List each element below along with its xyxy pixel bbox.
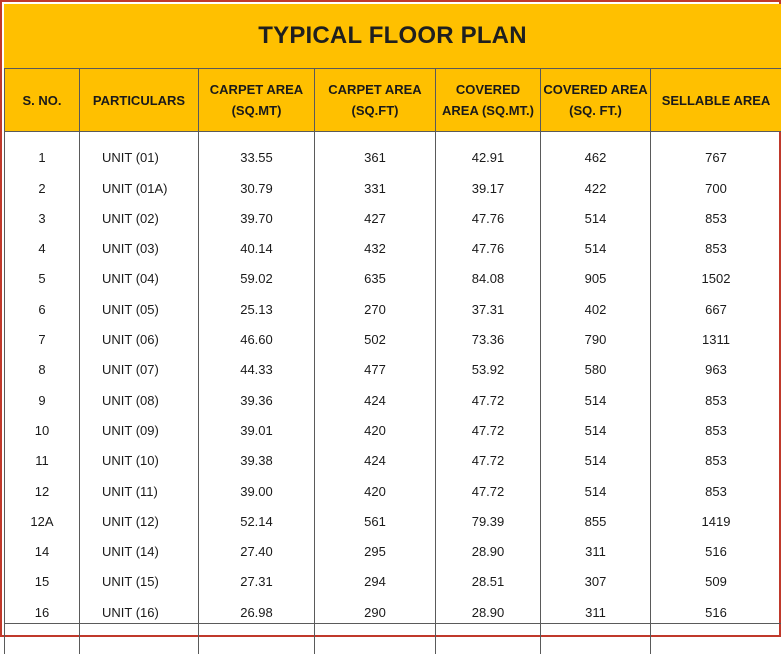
cell-carpet-sqft: 420 bbox=[315, 411, 436, 441]
cell-sellable: 700 bbox=[651, 168, 781, 198]
cell-covered-sqft: 514 bbox=[541, 471, 651, 501]
table-body bbox=[5, 132, 781, 654]
header-covered-area-sqmt: COVERED AREA (SQ.MT.) bbox=[436, 69, 541, 132]
cell-covered-sqft: 307 bbox=[541, 562, 651, 592]
table-row bbox=[5, 229, 781, 259]
cell-covered-sqft: 790 bbox=[541, 320, 651, 350]
cell-sno: 6 bbox=[5, 289, 80, 319]
cell-carpet-sqmt: 59.02 bbox=[199, 259, 315, 289]
cell-sellable: 1311 bbox=[651, 320, 781, 350]
cell-sno: 3 bbox=[5, 199, 80, 229]
cell-particulars: UNIT (10) bbox=[80, 441, 199, 471]
cell-particulars: UNIT (07) bbox=[80, 350, 199, 380]
header-row bbox=[5, 69, 781, 132]
cell-carpet-sqft: 290 bbox=[315, 592, 436, 623]
table-row bbox=[5, 289, 781, 319]
page-title: TYPICAL FLOOR PLAN bbox=[258, 22, 527, 50]
cell-covered-sqft: 855 bbox=[541, 502, 651, 532]
cell-sno: 5 bbox=[5, 259, 80, 289]
cell-carpet-sqft: 294 bbox=[315, 562, 436, 592]
header-covered-area-sqft: COVERED AREA (SQ. FT.) bbox=[541, 69, 651, 132]
cell-sno: 7 bbox=[5, 320, 80, 350]
table-row bbox=[5, 502, 781, 532]
cell-covered-sqft: 514 bbox=[541, 199, 651, 229]
cell-covered-sqft: 580 bbox=[541, 350, 651, 380]
cell-particulars: UNIT (08) bbox=[80, 380, 199, 410]
empty-cell bbox=[651, 623, 781, 654]
cell-sellable: 1419 bbox=[651, 502, 781, 532]
floor-plan-table bbox=[4, 68, 781, 654]
cell-covered-sqft: 514 bbox=[541, 411, 651, 441]
cell-covered-sqmt: 53.92 bbox=[436, 350, 541, 380]
cell-particulars: UNIT (05) bbox=[80, 289, 199, 319]
table-row bbox=[5, 320, 781, 350]
table-row bbox=[5, 350, 781, 380]
table-row bbox=[5, 441, 781, 471]
cell-covered-sqft: 311 bbox=[541, 592, 651, 623]
header-sellable-area: SELLABLE AREA bbox=[651, 69, 781, 132]
cell-covered-sqmt: 47.76 bbox=[436, 229, 541, 259]
table-row bbox=[5, 380, 781, 410]
cell-particulars: UNIT (14) bbox=[80, 532, 199, 562]
header-sno: S. NO. bbox=[5, 69, 80, 132]
cell-carpet-sqft: 424 bbox=[315, 380, 436, 410]
cell-sellable: 853 bbox=[651, 380, 781, 410]
cell-particulars: UNIT (16) bbox=[80, 592, 199, 623]
cell-particulars: UNIT (02) bbox=[80, 199, 199, 229]
cell-sellable: 667 bbox=[651, 289, 781, 319]
cell-carpet-sqmt: 27.31 bbox=[199, 562, 315, 592]
table-row bbox=[5, 168, 781, 198]
cell-sellable: 853 bbox=[651, 441, 781, 471]
cell-carpet-sqmt: 26.98 bbox=[199, 592, 315, 623]
cell-sno: 15 bbox=[5, 562, 80, 592]
cell-particulars: UNIT (15) bbox=[80, 562, 199, 592]
cell-covered-sqmt: 47.76 bbox=[436, 199, 541, 229]
cell-particulars: UNIT (12) bbox=[80, 502, 199, 532]
cell-sellable: 1502 bbox=[651, 259, 781, 289]
table-row bbox=[5, 259, 781, 289]
cell-covered-sqft: 514 bbox=[541, 380, 651, 410]
cell-carpet-sqft: 270 bbox=[315, 289, 436, 319]
cell-carpet-sqmt: 39.36 bbox=[199, 380, 315, 410]
cell-sellable: 853 bbox=[651, 229, 781, 259]
cell-carpet-sqft: 420 bbox=[315, 471, 436, 501]
cell-particulars: UNIT (06) bbox=[80, 320, 199, 350]
cell-sno: 4 bbox=[5, 229, 80, 259]
cell-carpet-sqmt: 52.14 bbox=[199, 502, 315, 532]
cell-covered-sqmt: 73.36 bbox=[436, 320, 541, 350]
cell-sellable: 516 bbox=[651, 592, 781, 623]
table-row bbox=[5, 592, 781, 623]
cell-covered-sqmt: 79.39 bbox=[436, 502, 541, 532]
cell-carpet-sqft: 427 bbox=[315, 199, 436, 229]
cell-carpet-sqft: 432 bbox=[315, 229, 436, 259]
cell-sno: 11 bbox=[5, 441, 80, 471]
cell-covered-sqmt: 84.08 bbox=[436, 259, 541, 289]
title-bar bbox=[4, 4, 781, 69]
cell-carpet-sqmt: 39.38 bbox=[199, 441, 315, 471]
cell-particulars: UNIT (03) bbox=[80, 229, 199, 259]
cell-covered-sqmt: 47.72 bbox=[436, 380, 541, 410]
cell-covered-sqft: 514 bbox=[541, 441, 651, 471]
header-carpet-area-sqmt: CARPET AREA (SQ.MT) bbox=[199, 69, 315, 132]
cell-sellable: 963 bbox=[651, 350, 781, 380]
cell-carpet-sqft: 561 bbox=[315, 502, 436, 532]
table-row bbox=[5, 471, 781, 501]
cell-carpet-sqft: 635 bbox=[315, 259, 436, 289]
table-row bbox=[5, 199, 781, 229]
empty-cell bbox=[199, 623, 315, 654]
cell-particulars: UNIT (09) bbox=[80, 411, 199, 441]
cell-sno: 14 bbox=[5, 532, 80, 562]
cell-carpet-sqmt: 33.55 bbox=[199, 132, 315, 169]
table-row-empty bbox=[5, 623, 781, 654]
cell-particulars: UNIT (01) bbox=[80, 132, 199, 169]
cell-covered-sqmt: 37.31 bbox=[436, 289, 541, 319]
cell-carpet-sqft: 424 bbox=[315, 441, 436, 471]
empty-cell bbox=[541, 623, 651, 654]
cell-covered-sqft: 311 bbox=[541, 532, 651, 562]
cell-particulars: UNIT (11) bbox=[80, 471, 199, 501]
cell-particulars: UNIT (01A) bbox=[80, 168, 199, 198]
table-row bbox=[5, 562, 781, 592]
cell-sno: 10 bbox=[5, 411, 80, 441]
empty-cell bbox=[436, 623, 541, 654]
table-row bbox=[5, 132, 781, 169]
cell-sno: 12A bbox=[5, 502, 80, 532]
cell-covered-sqft: 905 bbox=[541, 259, 651, 289]
cell-sellable: 509 bbox=[651, 562, 781, 592]
cell-carpet-sqmt: 39.01 bbox=[199, 411, 315, 441]
header-particulars: PARTICULARS bbox=[80, 69, 199, 132]
cell-carpet-sqmt: 25.13 bbox=[199, 289, 315, 319]
cell-covered-sqmt: 47.72 bbox=[436, 471, 541, 501]
cell-carpet-sqmt: 40.14 bbox=[199, 229, 315, 259]
table-row bbox=[5, 411, 781, 441]
empty-cell bbox=[5, 623, 80, 654]
cell-carpet-sqmt: 46.60 bbox=[199, 320, 315, 350]
header-carpet-area-sqft: CARPET AREA (SQ.FT) bbox=[315, 69, 436, 132]
cell-covered-sqft: 422 bbox=[541, 168, 651, 198]
cell-sno: 9 bbox=[5, 380, 80, 410]
empty-cell bbox=[315, 623, 436, 654]
cell-sellable: 853 bbox=[651, 471, 781, 501]
cell-sellable: 516 bbox=[651, 532, 781, 562]
cell-covered-sqmt: 47.72 bbox=[436, 441, 541, 471]
cell-carpet-sqmt: 39.70 bbox=[199, 199, 315, 229]
cell-covered-sqmt: 39.17 bbox=[436, 168, 541, 198]
cell-sno: 1 bbox=[5, 132, 80, 169]
cell-sno: 8 bbox=[5, 350, 80, 380]
cell-carpet-sqft: 477 bbox=[315, 350, 436, 380]
cell-covered-sqft: 402 bbox=[541, 289, 651, 319]
cell-carpet-sqft: 295 bbox=[315, 532, 436, 562]
cell-covered-sqmt: 28.90 bbox=[436, 532, 541, 562]
cell-carpet-sqmt: 44.33 bbox=[199, 350, 315, 380]
cell-sellable: 853 bbox=[651, 199, 781, 229]
cell-carpet-sqmt: 39.00 bbox=[199, 471, 315, 501]
cell-covered-sqmt: 28.51 bbox=[436, 562, 541, 592]
cell-covered-sqmt: 28.90 bbox=[436, 592, 541, 623]
cell-covered-sqft: 514 bbox=[541, 229, 651, 259]
cell-covered-sqmt: 47.72 bbox=[436, 411, 541, 441]
cell-sellable: 853 bbox=[651, 411, 781, 441]
cell-sno: 16 bbox=[5, 592, 80, 623]
cell-particulars: UNIT (04) bbox=[80, 259, 199, 289]
cell-carpet-sqmt: 30.79 bbox=[199, 168, 315, 198]
cell-sno: 12 bbox=[5, 471, 80, 501]
table-row bbox=[5, 532, 781, 562]
cell-sno: 2 bbox=[5, 168, 80, 198]
cell-carpet-sqft: 331 bbox=[315, 168, 436, 198]
empty-cell bbox=[80, 623, 199, 654]
cell-carpet-sqmt: 27.40 bbox=[199, 532, 315, 562]
cell-covered-sqmt: 42.91 bbox=[436, 132, 541, 169]
cell-covered-sqft: 462 bbox=[541, 132, 651, 169]
cell-carpet-sqft: 361 bbox=[315, 132, 436, 169]
cell-sellable: 767 bbox=[651, 132, 781, 169]
cell-carpet-sqft: 502 bbox=[315, 320, 436, 350]
